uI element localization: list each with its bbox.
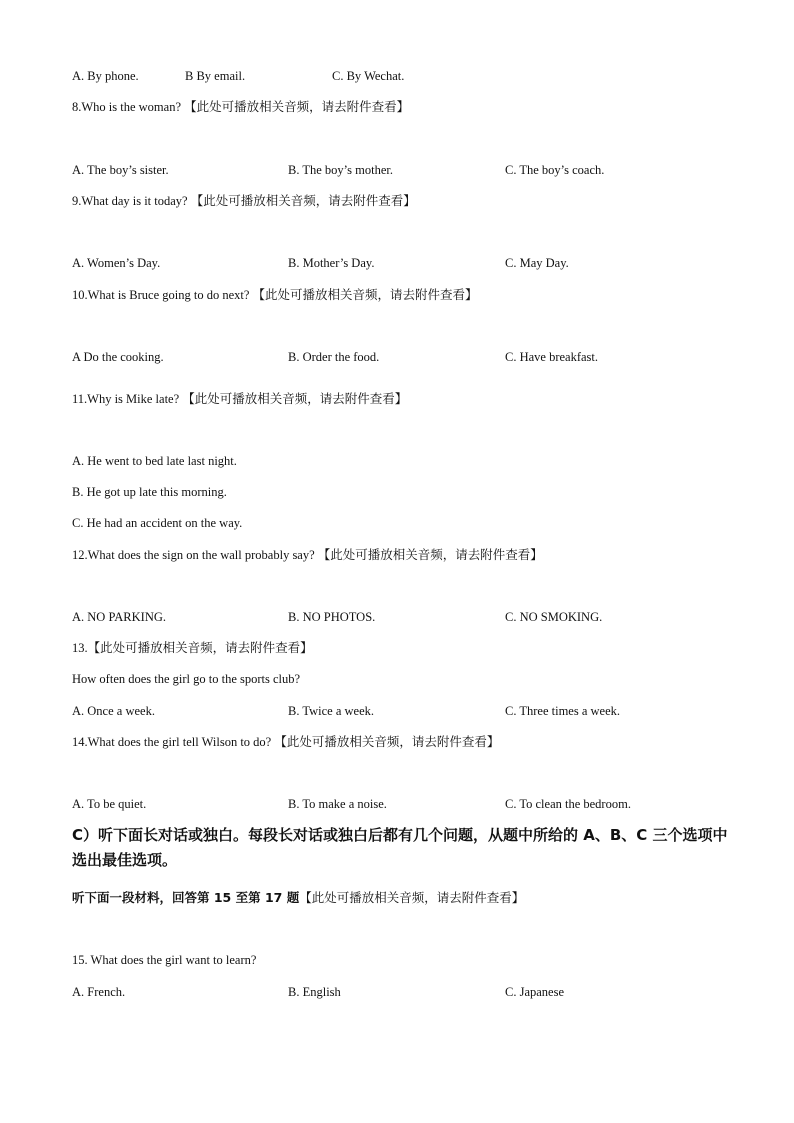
q13-option-c: C. Three times a week. bbox=[505, 704, 621, 718]
section-c-audio-note: 【此处可播放相关音频，请去附件查看】 bbox=[299, 890, 525, 905]
q15-question: 15. What does the girl want to learn? bbox=[72, 953, 257, 967]
q14-option-a: A. To be quiet. bbox=[72, 797, 147, 811]
q9-question: 9.What day is it today? 【此处可播放相关音频，请去附件查看】 bbox=[72, 194, 416, 208]
q12-option-c: C. NO SMOKING. bbox=[505, 610, 603, 624]
q9-option-b: B. Mother’s Day. bbox=[288, 256, 375, 270]
q13-option-b: B. Twice a week. bbox=[288, 704, 375, 718]
q8-option-a: A. The boy’s sister. bbox=[72, 163, 169, 177]
q8-option-b: B. The boy’s mother. bbox=[288, 163, 393, 177]
q14-option-b: B. To make a noise. bbox=[288, 797, 387, 811]
q13-number-line: 13.【此处可播放相关音频，请去附件查看】 bbox=[72, 641, 313, 655]
q9-option-c: C. May Day. bbox=[505, 256, 569, 270]
q8-question: 8.Who is the woman? 【此处可播放相关音频，请去附件查看】 bbox=[72, 100, 410, 114]
q9-option-a: A. Women’s Day. bbox=[72, 256, 161, 270]
q13-option-a: A. Once a week. bbox=[72, 704, 155, 718]
q14-option-c: C. To clean the bedroom. bbox=[505, 797, 631, 811]
q11-option-c: C. He had an accident on the way. bbox=[72, 516, 243, 530]
q11-option-a: A. He went to bed late last night. bbox=[72, 454, 237, 468]
q15-option-b: B. English bbox=[288, 985, 341, 999]
section-c-instruction bbox=[72, 890, 524, 906]
q15-option-c: C. Japanese bbox=[505, 985, 565, 999]
q7-option-c: C. By Wechat. bbox=[332, 69, 405, 83]
q10-option-a: A Do the cooking. bbox=[72, 350, 164, 364]
q15-option-a: A. French. bbox=[72, 985, 126, 999]
q14-question: 14.What does the girl tell Wilson to do? 【此处可播放相关音频，请去附件查看】 bbox=[72, 735, 500, 749]
section-c-heading: C）听下面长对话或独白。每段长对话或独白后都有几个问题，从题中所给的 A、B、C 三个选项中选出最佳选项。 bbox=[72, 826, 728, 869]
q12-option-b: B. NO PHOTOS. bbox=[288, 610, 376, 624]
q8-option-c: C. The boy’s coach. bbox=[505, 163, 605, 177]
q12-question: 12.What does the sign on the wall probably say? 【此处可播放相关音频，请去附件查看】 bbox=[72, 548, 543, 562]
q10-question: 10.What is Bruce going to do next? 【此处可播放相关音频，请去附件查看】 bbox=[72, 288, 478, 302]
section-c-instruction-text: 听下面一段材料，回答第 15 至第 17 题 bbox=[72, 890, 300, 905]
q10-option-b: B. Order the food. bbox=[288, 350, 380, 364]
q7-option-a: A. By phone. bbox=[72, 69, 139, 83]
q7-option-b: B By email. bbox=[185, 69, 246, 83]
q13-question: How often does the girl go to the sports club? bbox=[72, 672, 301, 686]
q10-option-c: C. Have breakfast. bbox=[505, 350, 599, 364]
q11-question: 11.Why is Mike late? 【此处可播放相关音频，请去附件查看】 bbox=[72, 392, 408, 406]
q12-option-a: A. NO PARKING. bbox=[72, 610, 166, 624]
q11-option-b: B. He got up late this morning. bbox=[72, 485, 227, 499]
